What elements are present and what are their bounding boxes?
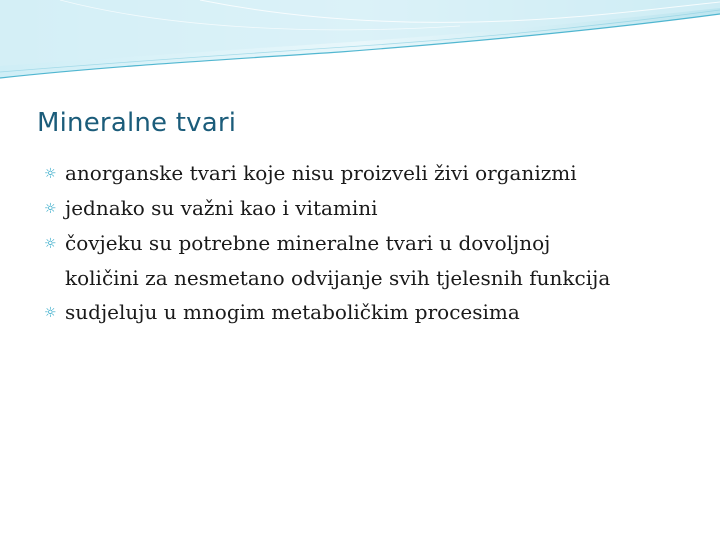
sun-icon: ☼ [44,166,57,182]
sun-icon: ☼ [44,236,57,252]
bullet-item [44,191,704,226]
bullet-item [44,295,704,330]
bullet-text-continuation: količini za nesmetano odvijanje svih tjelesnih funkcija [65,266,611,290]
bullet-text: anorganske tvari koje nisu proizveli živi organizmi [65,161,577,185]
bullet-text: jednako su važni kao i vitamini [65,196,378,220]
sun-icon: ☼ [44,201,57,217]
bullet-text: čovjeku su potrebne mineralne tvari u dovoljnoj [65,231,551,255]
sun-icon: ☼ [44,305,57,321]
bullet-text: sudjeluju u mnogim metaboličkim procesima [65,300,520,324]
bullet-item [44,156,704,191]
bullet-item [44,226,704,295]
slide-title: Mineralne tvari [37,108,237,138]
bullet-list [44,156,704,330]
header-wave-decoration [0,0,720,90]
